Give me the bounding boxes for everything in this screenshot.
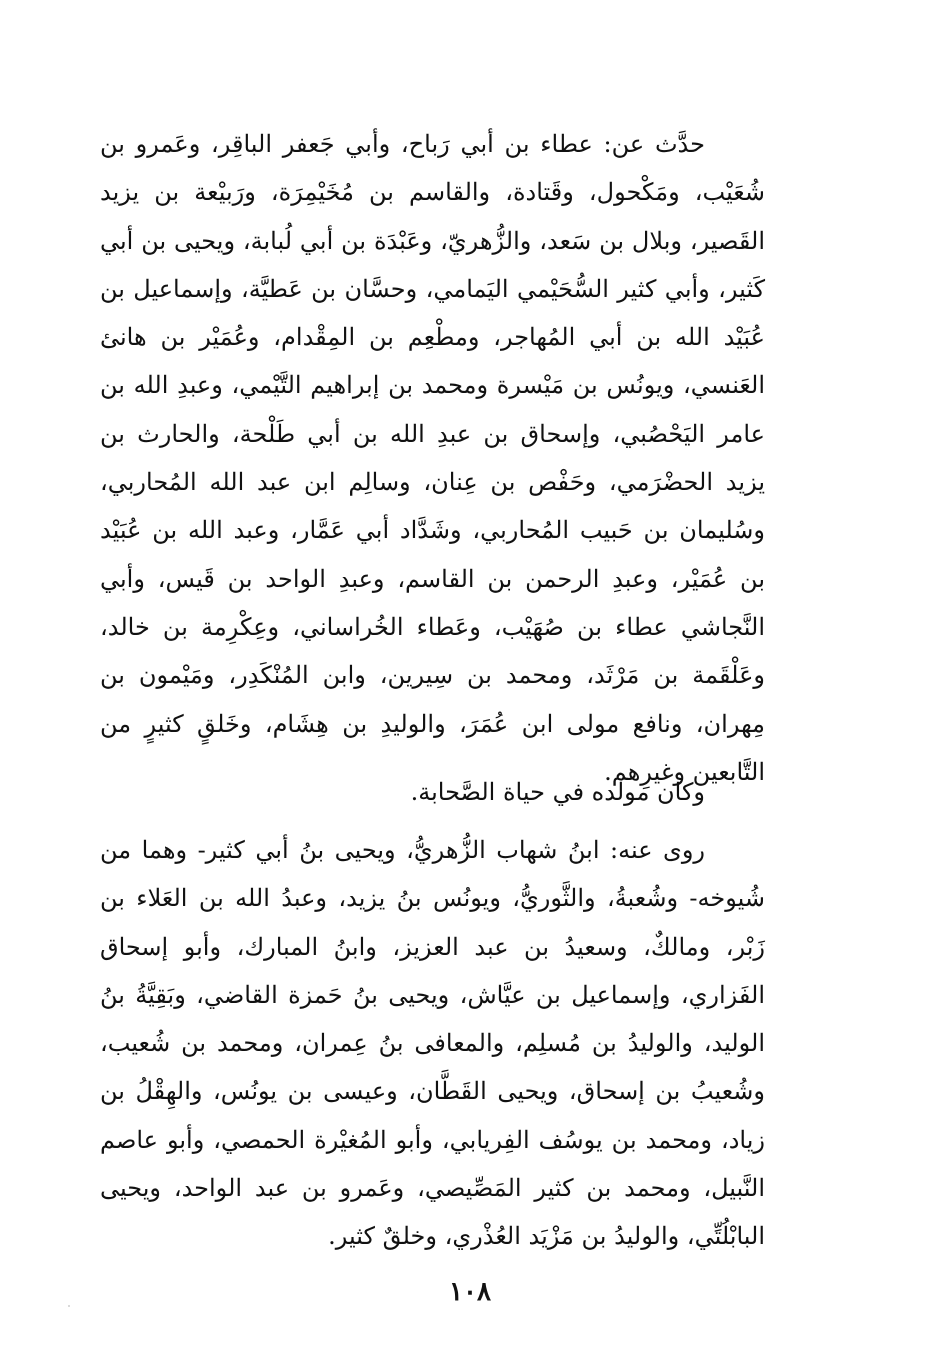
- paragraph-birth: وكان مولده في حياة الصَّحابة.: [410, 778, 705, 806]
- scan-speck: [68, 1305, 70, 1307]
- page-number: ١٠٨: [449, 1277, 491, 1307]
- paragraph-teachers: حدَّث عن: عطاء بن أبي رَباح، وأبي جَعفر الباقِر، وعَمرو بن شُعَيْب، ومَكْحول، وقَتادة، والقاسم بن مُخَيْمِرَة، ورَبيْعة بن يزيد القَصير، وبلال بن سَعد، والزُّهريّ، وعَبْدَة بن أبي لُبابة، ويحيى بن أبي كَثير، وأبي كثير السُّحَيْمي اليَمامي، وحسَّان بن عَطيَّة، وإسماعيل بن عُبَيْد الله بن أبي المُهاجر، ومطْعِم بن المِقْدام، وعُمَيْر بن هانئ العَنسي، ويونُس بن مَيْسرة ومحمد بن إبراهيم التَّيْمي، وعبدِ الله بن عامر اليَحْصُبي، وإسحاق بن عبدِ الله بن أبي طَلْحة، والحارث بن يزيد الحضْرَمي، وحَفْص بن عِنان، وسالِم ابن عبد الله المُحاربي، وسُليمان بن حَبيب المُحاربي، وشَدَّاد أبي عَمَّار، وعبد الله بن عُبَيْد بن عُمَيْر، وعبدِ الرحمن بن القاسم، وعبدِ الواحد بن قَيس، وأبي النَّجاشي عطاء بن صُهَيْب، وعَطاء الخُراساني، وعِكْرِمة بن خالد، وعَلْقَمة بن مَرْثَد، ومحمد بن سِيرين، وابن المُنْكَدِر، ومَيْمون بن مِهران، ونافع مولى ابن عُمَرَ، والوليدِ بن هِشَام، وخَلقٍ كثيرٍ من التَّابعين وغيرِهم.: [100, 130, 766, 786]
- paragraph-students: روى عنه: ابنُ شهاب الزُّهريُّ، ويحيى بنُ أبي كثير- وهما من شُيوخه- وشُعبةُ، والثَّوريُّ، ويونُس بنُ يزيد، وعبدُ الله بن العَلاء بن زَبْر، ومالكٌ، وسعيدُ بن عبد العزيز، وابنُ المبارك، وأبو إسحاق الفَزاري، وإسماعيل بن عيَّاش، ويحيى بنُ حَمزة القاضي، وبَقِيَّةُ بنُ الوليد، والوليدُ بن مُسلِم، والمعافى بنُ عِمران، ومحمد بن شُعيب، وشُعيبُ بن إسحاق، ويحيى القَطَّان، وعيسى بن يونُس، والهِقْلُ بن زياد، ومحمد بن يوسُف الفِريابي، وأبو المُغيْرة الحمصي، وأبو عاصم النَّبيل، ومحمد بن كثير المَصِّيصي، وعَمرو بن عبد الواحد، ويحيى البابْلُتِّي، والوليدُ بن مَزْيَد العُذْري، وخلقٌ كثير.: [100, 836, 765, 1251]
